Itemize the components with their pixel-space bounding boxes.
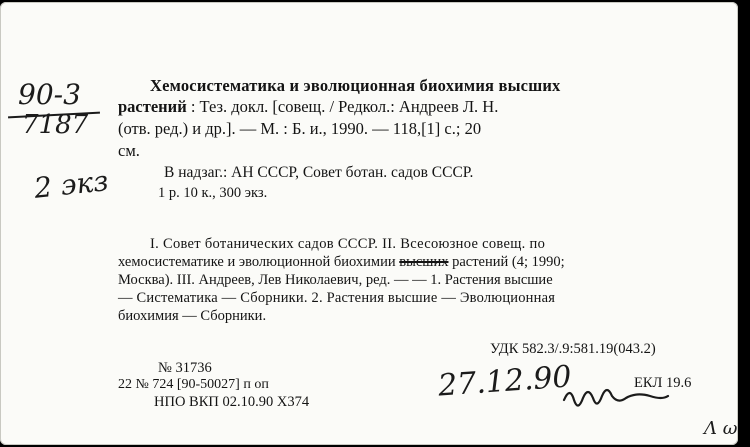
notes-struck-word: высших [399, 254, 449, 270]
handwritten-signature-icon [560, 374, 670, 414]
handwritten-shelf-mark-top: 90-3 [18, 78, 81, 111]
catalog-card [0, 2, 738, 445]
handwritten-shelf-mark-bottom: 7187 [22, 110, 89, 140]
card-line-6: 1 р. 10 к., 300 экз. [158, 185, 268, 201]
card-line-5: В надзаг.: АН СССР, Совет ботан. садов СССР. [164, 164, 474, 181]
notes-line-2-text-a: хемосистематике и эволюционной биохимии [118, 254, 396, 270]
ekl-code: ЕКЛ 19.6 [634, 375, 692, 391]
notes-line-4: — Систематика — Сборники. 2. Растения высшие — Эволюционная [118, 290, 556, 306]
card-line-3: (отв. ред.) и др.]. — М. : Б. и., 1990. — 118,[1] с.; 20 [118, 119, 482, 138]
order-line: 22 № 724 [90-50027] п оп [118, 377, 269, 392]
card-line-2-text: : Тез. докл. [совещ. / Редкол.: Андреев Л. Н. [190, 97, 499, 116]
card-line-2 [118, 97, 498, 117]
handwritten-copies-note: 2 экз [32, 164, 110, 205]
notes-line-3: Москва). III. Андреев, Лев Николаевич, ред. — — 1. Растения высшие [118, 272, 553, 288]
notes-line-5: биохимия — Сборники. [118, 308, 267, 324]
handwritten-corner-mark: Λ ω [704, 418, 738, 439]
notes-line-2-text-b: растений (4; 1990; [452, 254, 565, 270]
card-title-end: растений [118, 97, 187, 116]
udk-code: УДК 582.3/.9:581.19(043.2) [490, 341, 656, 357]
notes-line-1: I. Совет ботанических садов СССР. II. Всесоюзное совещ. по [150, 236, 546, 252]
npo-line: НПО ВКП 02.10.90 Х374 [154, 394, 310, 410]
handwritten-date: 27.12.90 [436, 359, 573, 404]
notes-line-2 [118, 252, 565, 272]
card-line-4: см. [118, 141, 140, 160]
card-title: Хемосистематика и эволюционная биохимия высших [150, 76, 561, 95]
card-number: № 31736 [158, 360, 212, 376]
